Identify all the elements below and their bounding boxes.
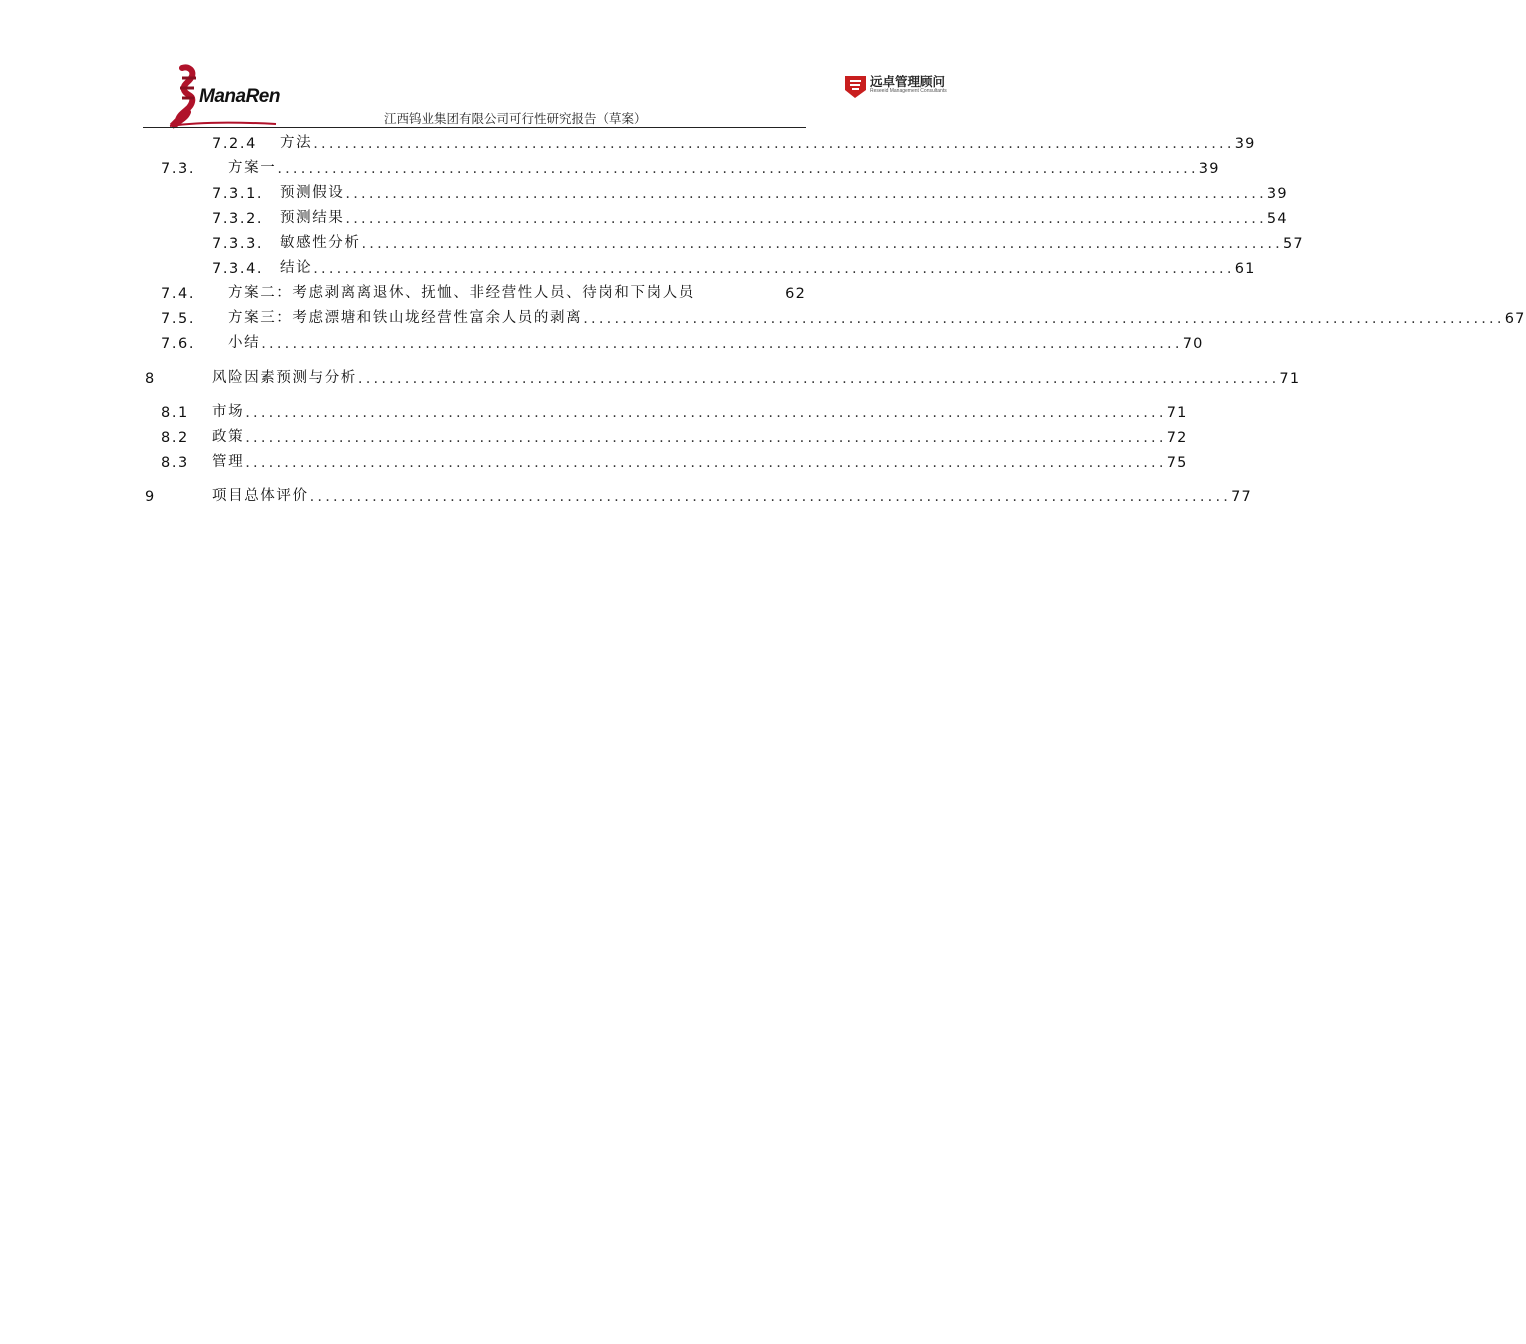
manaren-logo-text: ManaRen xyxy=(199,86,280,107)
toc-page-number: 39 xyxy=(1266,186,1288,202)
toc-title: 预测假设 xyxy=(280,185,345,201)
toc-entry-8-1[interactable] xyxy=(161,399,1188,421)
toc-entry-9[interactable] xyxy=(145,483,1252,505)
toc-title: 项目总体评价 xyxy=(212,488,309,504)
toc-page-number: 54 xyxy=(1266,211,1288,227)
toc-entry-7-6[interactable] xyxy=(161,330,1204,352)
reseeid-logo-cn: 远卓管理顾问 xyxy=(870,74,946,89)
toc-leader: ...................................................................................................................... xyxy=(261,336,1183,352)
document-title: 江西钨业集团有限公司可行性研究报告（草案） xyxy=(384,111,647,126)
toc-page-number: 57 xyxy=(1282,236,1304,252)
toc-number: 7.2.4 xyxy=(212,136,257,152)
toc-entry-8-2[interactable] xyxy=(161,424,1188,446)
toc-leader: ...................................................................................................................... xyxy=(277,161,1199,177)
toc-leader: ...................................................................................................................... xyxy=(345,186,1267,202)
toc-title: 结论 xyxy=(280,260,313,276)
toc-title: 风险因素预测与分析 xyxy=(212,370,357,386)
toc-page-number: 62 xyxy=(785,286,806,302)
toc-number: 8.3 xyxy=(161,455,189,471)
toc-page-number: 72 xyxy=(1166,430,1188,446)
toc-title: 方案一 xyxy=(228,160,277,176)
toc-title: 市场 xyxy=(212,404,245,420)
toc-entry-8[interactable] xyxy=(145,365,1301,387)
toc-page-number: 75 xyxy=(1166,455,1188,471)
toc-leader: ...................................................................................................................... xyxy=(245,455,1167,471)
reseeid-logo-en: Reseeid Management Consultants xyxy=(870,88,947,94)
toc-title: 管理 xyxy=(212,454,245,470)
toc-number: 7.3.4. xyxy=(212,261,264,277)
toc-title: 方案三：考虑漂塘和铁山垅经营性富余人员的剥离 xyxy=(228,310,583,326)
toc-number: 8.2 xyxy=(161,430,189,446)
toc-entry-7-3[interactable] xyxy=(161,155,1220,177)
toc-leader: ...................................................................................................................... xyxy=(583,311,1505,327)
toc-page-number: 77 xyxy=(1231,489,1252,505)
toc-number: 7.3.3. xyxy=(212,236,264,252)
toc-page-number: 70 xyxy=(1182,336,1204,352)
toc-page-number: 67 xyxy=(1504,311,1526,327)
toc-page-number: 71 xyxy=(1166,405,1188,421)
toc-page-number: 39 xyxy=(1234,136,1256,152)
toc-number: 7.4. xyxy=(161,286,196,302)
toc-leader: ...................................................................................................................... xyxy=(361,236,1283,252)
toc-entry-7-3-4[interactable] xyxy=(212,255,1256,277)
toc-title: 预测结果 xyxy=(280,210,345,226)
toc-entry-7-5[interactable] xyxy=(161,305,1526,327)
toc-leader: ...................................................................................................................... xyxy=(245,430,1167,446)
toc-title: 方案二：考虑剥离离退休、抚恤、非经营性人员、待岗和下岗人员 xyxy=(228,285,695,301)
toc-entry-7-3-1[interactable] xyxy=(212,180,1288,202)
toc-title: 方法 xyxy=(280,135,313,151)
toc-leader: ...................................................................................................................... xyxy=(245,405,1167,421)
toc-entry-7-2-4[interactable] xyxy=(212,130,1256,152)
toc-page-number: 39 xyxy=(1198,161,1220,177)
toc-page-number: 71 xyxy=(1279,371,1301,387)
toc-number: 8 xyxy=(145,371,156,387)
toc-number: 7.5. xyxy=(161,311,196,327)
toc-leader: ...................................................................................................................... xyxy=(309,489,1232,505)
toc-number: 7.3.2. xyxy=(212,211,264,227)
toc-title: 小结 xyxy=(228,335,261,351)
header-rule xyxy=(143,127,806,128)
toc-number: 7.3. xyxy=(161,161,196,177)
toc-title: 政策 xyxy=(212,429,245,445)
toc-leader: ...................................................................................................................... xyxy=(313,136,1235,152)
toc-number: 9 xyxy=(145,489,156,505)
toc-entry-7-4[interactable] xyxy=(161,280,806,302)
page-header xyxy=(0,0,950,130)
toc-entry-7-3-3[interactable] xyxy=(212,230,1304,252)
toc-leader: ...................................................................................................................... xyxy=(313,261,1235,277)
toc-number: 7.3.1. xyxy=(212,186,264,202)
toc-number: 7.6. xyxy=(161,336,196,352)
toc-leader: ...................................................................................................................... xyxy=(357,371,1280,387)
toc-leader: ...................................................................................................................... xyxy=(345,211,1267,227)
toc-page-number: 61 xyxy=(1234,261,1256,277)
toc-title: 敏感性分析 xyxy=(280,235,361,251)
toc-entry-7-3-2[interactable] xyxy=(212,205,1288,227)
toc-entry-8-3[interactable] xyxy=(161,449,1188,471)
toc-number: 8.1 xyxy=(161,405,189,421)
